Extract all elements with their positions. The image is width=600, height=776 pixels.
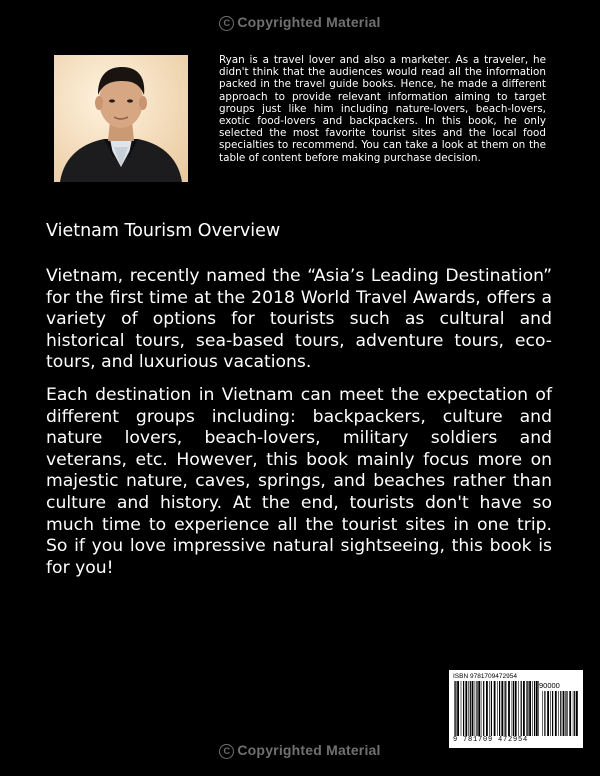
isbn-label: ISBN 9781709472954 xyxy=(453,673,517,680)
watermark-text: Copyrighted Material xyxy=(237,742,381,758)
isbn-barcode xyxy=(449,670,583,748)
price-barcode-bars-icon xyxy=(541,691,579,736)
section-title: Vietnam Tourism Overview xyxy=(46,221,281,241)
author-photo xyxy=(54,55,188,182)
copyright-watermark-top xyxy=(0,14,600,31)
barcode-bars-icon xyxy=(453,681,541,736)
copyright-icon: C xyxy=(219,16,234,31)
barcode-digits: 9 781709 472954 xyxy=(453,736,529,744)
copyright-watermark-bottom xyxy=(0,742,600,759)
watermark-text: Copyrighted Material xyxy=(237,14,381,30)
overview-paragraph-1: Vietnam, recently named the “Asia’s Leading Destination” for the first time at the 2018 World Travel Awards, offers a variety of options for tourists such as cultural and historical tours, sea-based tours, adventure tours, eco-tours, and luxurious vacations. xyxy=(46,266,552,373)
author-portrait-icon xyxy=(54,55,188,182)
overview-paragraph-2: Each destination in Vietnam can meet the expectation of different groups including: backpackers, culture and nature lovers, beach-lovers, military soldiers and veterans, etc. However, this book mainly focus more on majestic nature, caves, springs, and beaches rather than culture and history. At the end, tourists don't have so much time to experience all the tourist sites in one trip. So if you love impressive natural sightseeing, this book is for you! xyxy=(46,385,552,578)
price-code: 90000 xyxy=(539,681,560,690)
copyright-icon: C xyxy=(219,744,234,759)
author-bio: Ryan is a travel lover and also a marketer. As a traveler, he didn't think that the audiences would read all the information packed in the travel guide books. Hence, he made a different approach to provide relevant information aiming to target groups just like him including nature-lovers, beach-lovers, exotic food-lovers and backpackers. In this book, he only selected the most favorite tourist sites and the local food specialties to recommend. You can take a look at them on the table of content before making purchase decision. xyxy=(219,54,546,164)
